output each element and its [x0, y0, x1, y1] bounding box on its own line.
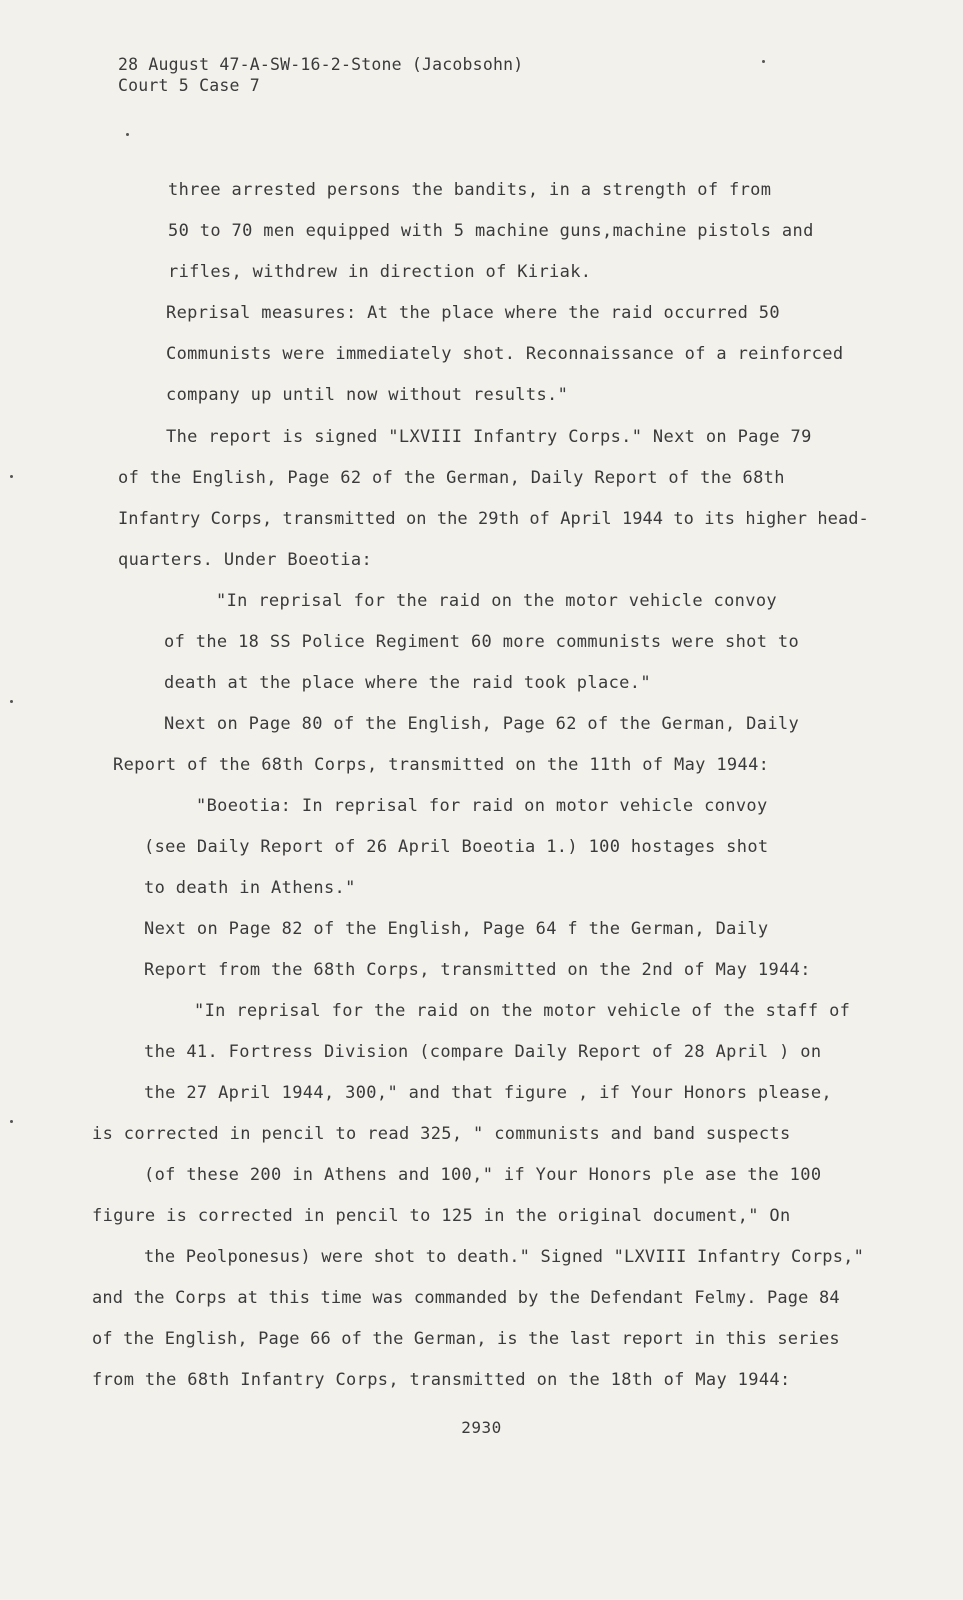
header-line-2: Court 5 Case 7 [118, 76, 260, 95]
body-line: The report is signed "LXVIII Infantry Corps." Next on Page 79 [166, 427, 812, 447]
body-line: Next on Page 80 of the English, Page 62 of the German, Daily [164, 714, 800, 734]
body-line: of the English, Page 62 of the German, Daily Report of the 68th [118, 468, 785, 488]
margin-mark [10, 1120, 13, 1123]
body-line: the Peolponesus) were shot to death." Signed "LXVIII Infantry Corps," [144, 1247, 865, 1267]
body-line: Communists were immediately shot. Reconnaissance of a reinforced [166, 344, 844, 364]
body-line: of the 18 SS Police Regiment 60 more communists were shot to [164, 632, 800, 652]
body-line: 50 to 70 men equipped with 5 machine guns,machine pistols and [168, 221, 814, 241]
body-line: (of these 200 in Athens and 100," if Your Honors ple ase the 100 [144, 1165, 822, 1185]
body-line: the 27 April 1944, 300," and that figure , if Your Honors please, [144, 1083, 833, 1103]
body-line: company up until now without results." [166, 385, 569, 405]
body-line: Infantry Corps, transmitted on the 29th of April 1944 to its higher head- [118, 509, 869, 529]
header-line-1: 28 August 47-A-SW-16-2-Stone (Jacobsohn) [118, 55, 524, 74]
body-line: "Boeotia: In reprisal for raid on motor vehicle convoy [196, 796, 768, 816]
body-line: is corrected in pencil to read 325, " communists and band suspects [92, 1124, 791, 1144]
body-line: Report of the 68th Corps, transmitted on the 11th of May 1944: [113, 755, 770, 775]
body-line: Reprisal measures: At the place where the raid occurred 50 [166, 303, 780, 323]
ink-speck [126, 133, 129, 136]
margin-mark [10, 475, 13, 478]
body-line: Report from the 68th Corps, transmitted on the 2nd of May 1944: [144, 960, 811, 980]
body-line: "In reprisal for the raid on the motor vehicle of the staff of [194, 1001, 851, 1021]
body-line: the 41. Fortress Division (compare Daily Report of 28 April ) on [144, 1042, 822, 1062]
margin-mark [10, 700, 13, 703]
body-line: three arrested persons the bandits, in a strength of from [168, 180, 772, 200]
body-line: figure is corrected in pencil to 125 in the original document," On [92, 1206, 791, 1226]
body-line: (see Daily Report of 26 April Boeotia 1.) 100 hostages shot [144, 837, 769, 857]
body-line: quarters. Under Boeotia: [118, 550, 373, 570]
body-line: from the 68th Infantry Corps, transmitted on the 18th of May 1944: [92, 1370, 791, 1390]
body-line: death at the place where the raid took place." [164, 673, 651, 693]
page-number: 2930 [461, 1418, 502, 1437]
body-line: rifles, withdrew in direction of Kiriak. [168, 262, 592, 282]
body-line: of the English, Page 66 of the German, is the last report in this series [92, 1329, 840, 1349]
ink-speck [762, 60, 765, 63]
body-line: to death in Athens." [144, 878, 356, 898]
body-line: Next on Page 82 of the English, Page 64 f the German, Daily [144, 919, 769, 939]
body-line: and the Corps at this time was commanded by the Defendant Felmy. Page 84 [92, 1288, 840, 1308]
body-line: "In reprisal for the raid on the motor vehicle convoy [216, 591, 777, 611]
